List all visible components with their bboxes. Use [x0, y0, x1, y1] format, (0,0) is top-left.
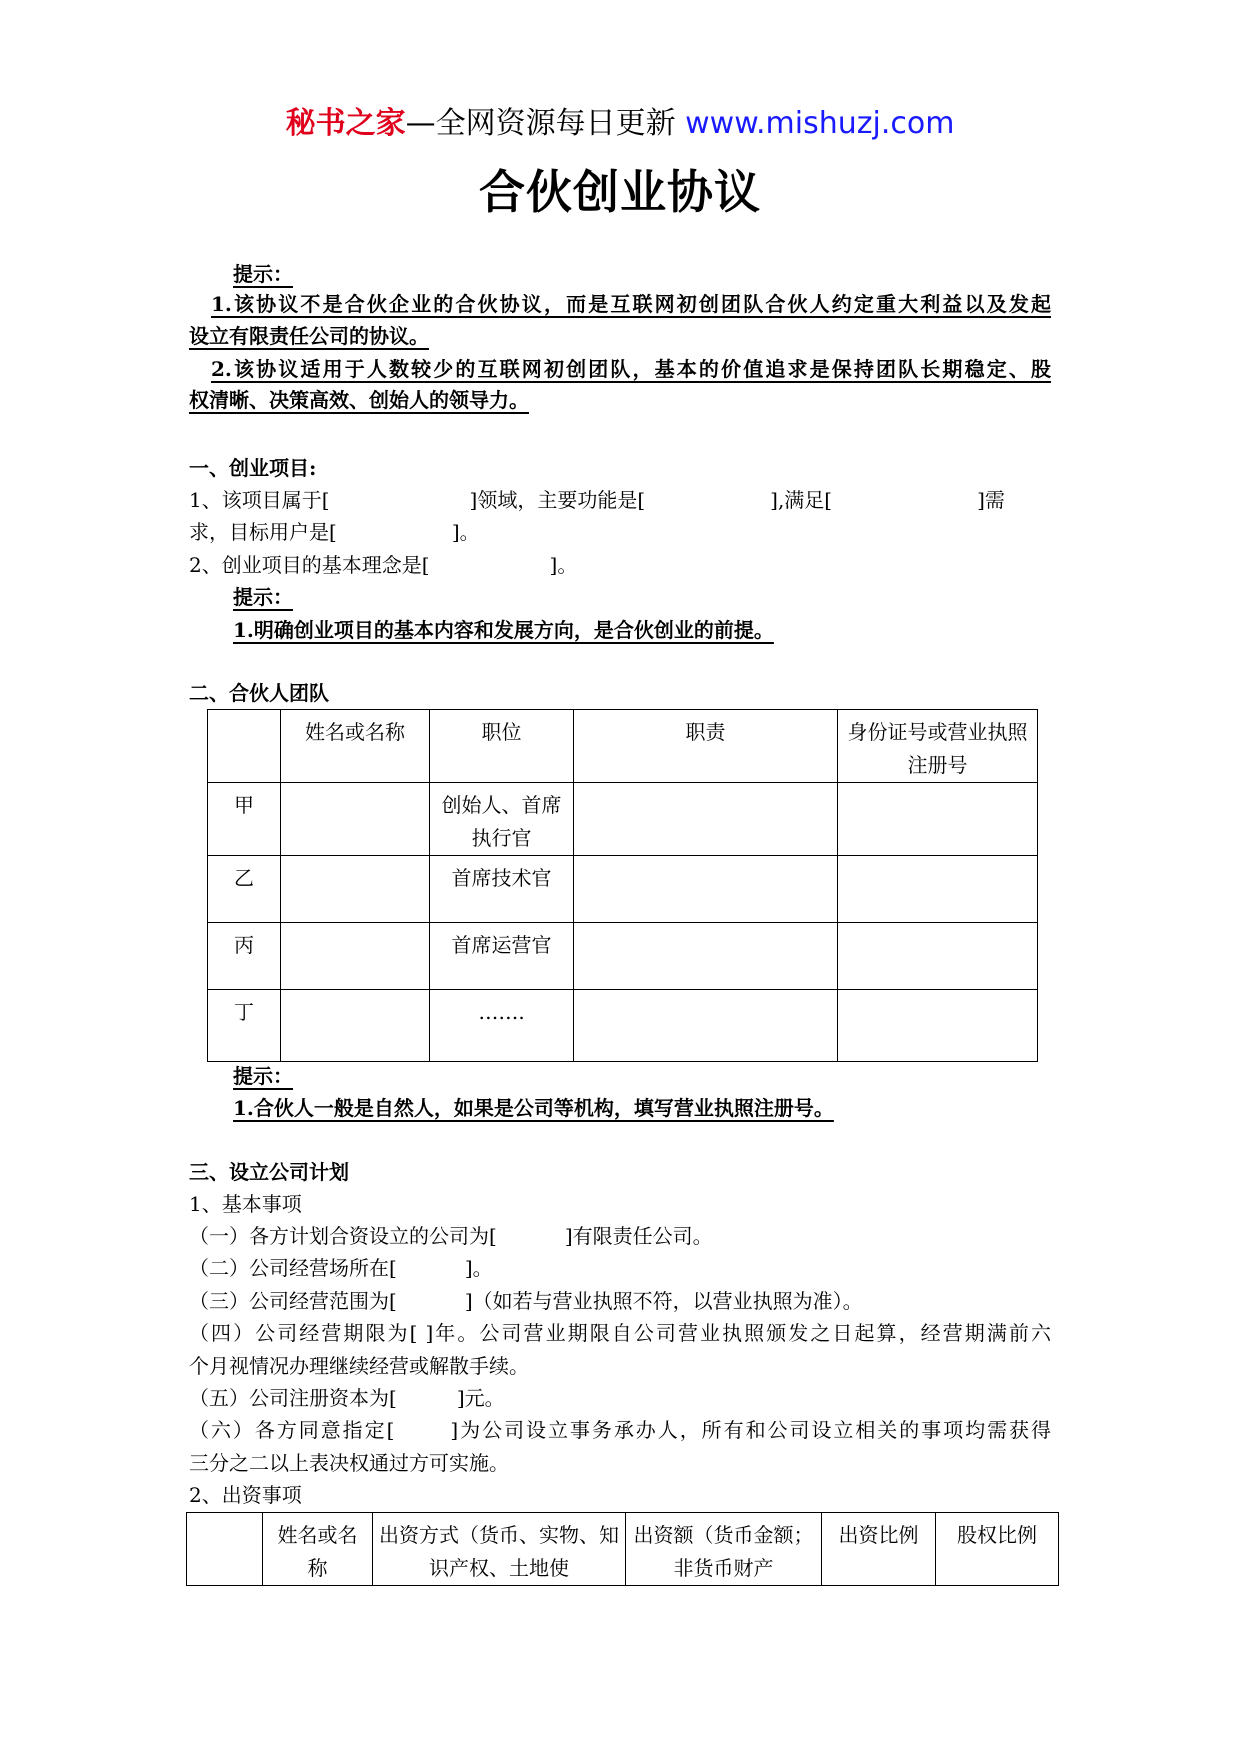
intro-hint-line-3: 2.该协议适用于人数较少的互联网初创团队，基本的价值追求是保持团队长期稳定、股 — [211, 357, 1051, 381]
item-text: ]。 — [464, 1256, 493, 1280]
intro-hint-label: 提示： — [233, 262, 293, 286]
section3-item4-line1 — [189, 1317, 1051, 1350]
partner-name-cell[interactable] — [281, 783, 430, 856]
item-text: （四）公司经营期限为[ — [189, 1321, 418, 1345]
section3-item6-line1 — [189, 1414, 1051, 1447]
partner-duty-cell[interactable] — [574, 856, 838, 923]
item2-part-b: ]。 — [549, 553, 578, 577]
partner-header-blank — [208, 710, 281, 783]
partner-id-cell[interactable] — [838, 990, 1038, 1062]
section3-item5 — [189, 1382, 1051, 1415]
section3-item3 — [189, 1285, 1051, 1318]
partner-duty-cell[interactable] — [574, 783, 838, 856]
site-banner — [0, 104, 1240, 144]
item2-part-a: 2、创业项目的基本理念是[ — [189, 553, 430, 577]
item1-part-b: ]领域，主要功能是[ — [469, 488, 646, 512]
section1-heading: 一、创业项目: — [189, 456, 317, 480]
item-text: （二）公司经营场所在[ — [189, 1256, 397, 1280]
item-text: （三）公司经营范围为[ — [189, 1289, 397, 1313]
capital-header-amount: 出资额（货币金额；非货币财产 — [626, 1513, 822, 1586]
item1-part-d: ]需 — [977, 488, 1005, 512]
item-text: （六）各方同意指定[ — [189, 1418, 395, 1442]
partner-table — [207, 709, 1038, 1062]
section2-heading: 二、合伙人团队 — [189, 681, 329, 705]
banner-brand: 秘书之家 — [285, 106, 406, 141]
item1-part-f: ]。 — [451, 520, 480, 544]
section3-item6-line2: 三分之二以上表决权通过方可实施。 — [189, 1451, 509, 1475]
item-text: （五）公司注册资本为[ — [189, 1386, 397, 1410]
partner-position-cell: ……. — [430, 990, 574, 1062]
intro-hint-line-1: 1.该协议不是合伙企业的合伙协议，而是互联网初创团队合伙人约定重大利益以及发起 — [211, 292, 1051, 316]
capital-header-ratio: 出资比例 — [822, 1513, 936, 1586]
item1-part-c: ],满足[ — [770, 488, 833, 512]
table-row — [208, 856, 1038, 923]
partner-name-cell[interactable] — [281, 990, 430, 1062]
capital-table — [186, 1512, 1059, 1586]
partner-row-label: 乙 — [208, 856, 281, 923]
document-title: 合伙创业协议 — [479, 165, 761, 219]
section2-hint-label: 提示： — [233, 1064, 293, 1088]
intro-hint-line-4: 权清晰、决策高效、创始人的领导力。 — [189, 388, 529, 412]
partner-id-cell[interactable] — [838, 783, 1038, 856]
section2-hint-1: 1.合伙人一般是自然人，如果是公司等机构，填写营业执照注册号。 — [233, 1096, 834, 1120]
table-row — [208, 783, 1038, 856]
partner-name-cell[interactable] — [281, 923, 430, 990]
banner-tagline: —全网资源每日更新 — [405, 106, 686, 141]
partner-id-cell[interactable] — [838, 856, 1038, 923]
section3-item4-line2: 个月视情况办理继续经营或解散手续。 — [189, 1354, 529, 1378]
capital-header-equity: 股权比例 — [936, 1513, 1059, 1586]
partner-header-position: 职位 — [430, 710, 574, 783]
section3-item2 — [189, 1252, 1051, 1285]
partner-row-label: 丙 — [208, 923, 281, 990]
item1-part-a: 1、该项目属于[ — [189, 488, 330, 512]
item-text: ]年。公司营业期限自公司营业执照颁发之日起算，经营期满前六 — [425, 1321, 1051, 1345]
partner-position-cell: 首席运营官 — [430, 923, 574, 990]
item-text: ]（如若与营业执照不符，以营业执照为准）。 — [464, 1289, 863, 1313]
section1-item1-line2 — [189, 516, 1051, 549]
item1-part-e: 求，目标用户是[ — [189, 520, 337, 544]
capital-header-blank — [187, 1513, 263, 1586]
item-text: ]元。 — [456, 1386, 505, 1410]
partner-table-header-row — [208, 710, 1038, 783]
item-text: （一）各方计划合资设立的公司为[ — [189, 1224, 497, 1248]
capital-header-method: 出资方式（货币、实物、知识产权、土地使 — [373, 1513, 626, 1586]
partner-position-cell: 创始人、首席执行官 — [430, 783, 574, 856]
intro-hint-line-2: 设立有限责任公司的协议。 — [189, 324, 429, 348]
partner-duty-cell[interactable] — [574, 923, 838, 990]
section1-hint-1: 1.明确创业项目的基本内容和发展方向，是合伙创业的前提。 — [233, 618, 774, 642]
section3-item1 — [189, 1220, 1051, 1253]
partner-duty-cell[interactable] — [574, 990, 838, 1062]
table-row — [208, 923, 1038, 990]
partner-header-name: 姓名或名称 — [281, 710, 430, 783]
item-text: ]为公司设立事务承办人，所有和公司设立相关的事项均需获得 — [450, 1418, 1051, 1442]
item-text: ]有限责任公司。 — [564, 1224, 713, 1248]
section3-sub2: 2、出资事项 — [189, 1483, 302, 1507]
section1-item2 — [189, 549, 1051, 582]
partner-id-cell[interactable] — [838, 923, 1038, 990]
partner-row-label: 丁 — [208, 990, 281, 1062]
partner-row-label: 甲 — [208, 783, 281, 856]
capital-header-name: 姓名或名称 — [263, 1513, 373, 1586]
partner-header-id: 身份证号或营业执照注册号 — [838, 710, 1038, 783]
banner-url-link[interactable]: www.mishuzj.com — [685, 106, 955, 141]
table-row — [208, 990, 1038, 1062]
section3-heading: 三、设立公司计划 — [189, 1160, 349, 1184]
section3-sub1: 1、基本事项 — [189, 1192, 302, 1216]
section1-item1-line1 — [189, 484, 1051, 517]
partner-name-cell[interactable] — [281, 856, 430, 923]
partner-header-duty: 职责 — [574, 710, 838, 783]
section1-hint-label: 提示： — [233, 585, 293, 609]
partner-position-cell: 首席技术官 — [430, 856, 574, 923]
capital-table-header-row — [187, 1513, 1059, 1586]
